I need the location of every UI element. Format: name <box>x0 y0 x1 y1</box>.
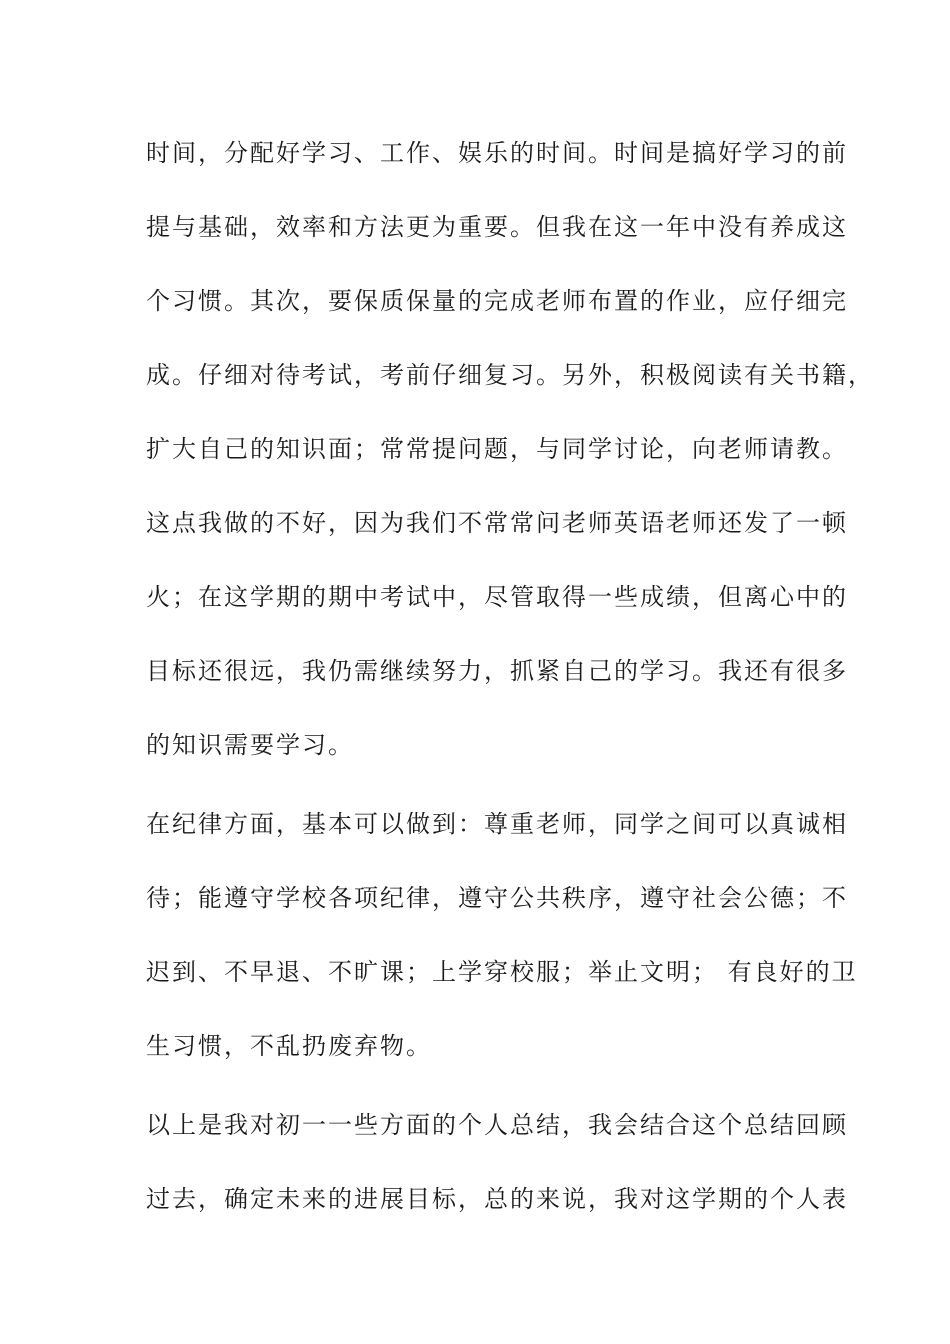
text-line: 提与基础，效率和方法更为重要。但我在这一年中没有养成这 <box>146 213 848 241</box>
text-line: 时间，分配好学习、工作、娱乐的时间。时间是搞好学习的前 <box>146 139 848 167</box>
text-line: 这点我做的不好，因为我们不常常问老师英语老师还发了一顿 <box>146 509 848 537</box>
text-line: 迟到、不早退、不旷课；上学穿校服；举止文明； 有良好的卫 <box>146 958 858 986</box>
text-line: 的知识需要学习。 <box>146 731 354 759</box>
text-line: 目标还很远，我仍需继续努力，抓紧自己的学习。我还有很多 <box>146 657 848 685</box>
text-line: 过去，确定未来的进展目标，总的来说，我对这学期的个人表 <box>146 1185 848 1213</box>
text-line: 待；能遵守学校各项纪律，遵守公共秩序，遵守社会公德；不 <box>146 884 848 912</box>
text-line: 成。仔细对待考试，考前仔细复习。另外，积极阅读有关书籍， <box>146 361 874 389</box>
text-line: 在纪律方面，基本可以做到：尊重老师，同学之间可以真诚相 <box>146 810 848 838</box>
text-line: 火；在这学期的期中考试中，尽管取得一些成绩，但离心中的 <box>146 583 848 611</box>
text-line: 生习惯，不乱扔废弃物。 <box>146 1032 432 1060</box>
text-line: 以上是我对初一一些方面的个人总结，我会结合这个总结回顾 <box>146 1111 848 1139</box>
text-line: 个习惯。其次，要保质保量的完成老师布置的作业，应仔细完 <box>146 287 848 315</box>
text-line: 扩大自己的知识面；常常提问题，与同学讨论，向老师请教。 <box>146 435 848 463</box>
